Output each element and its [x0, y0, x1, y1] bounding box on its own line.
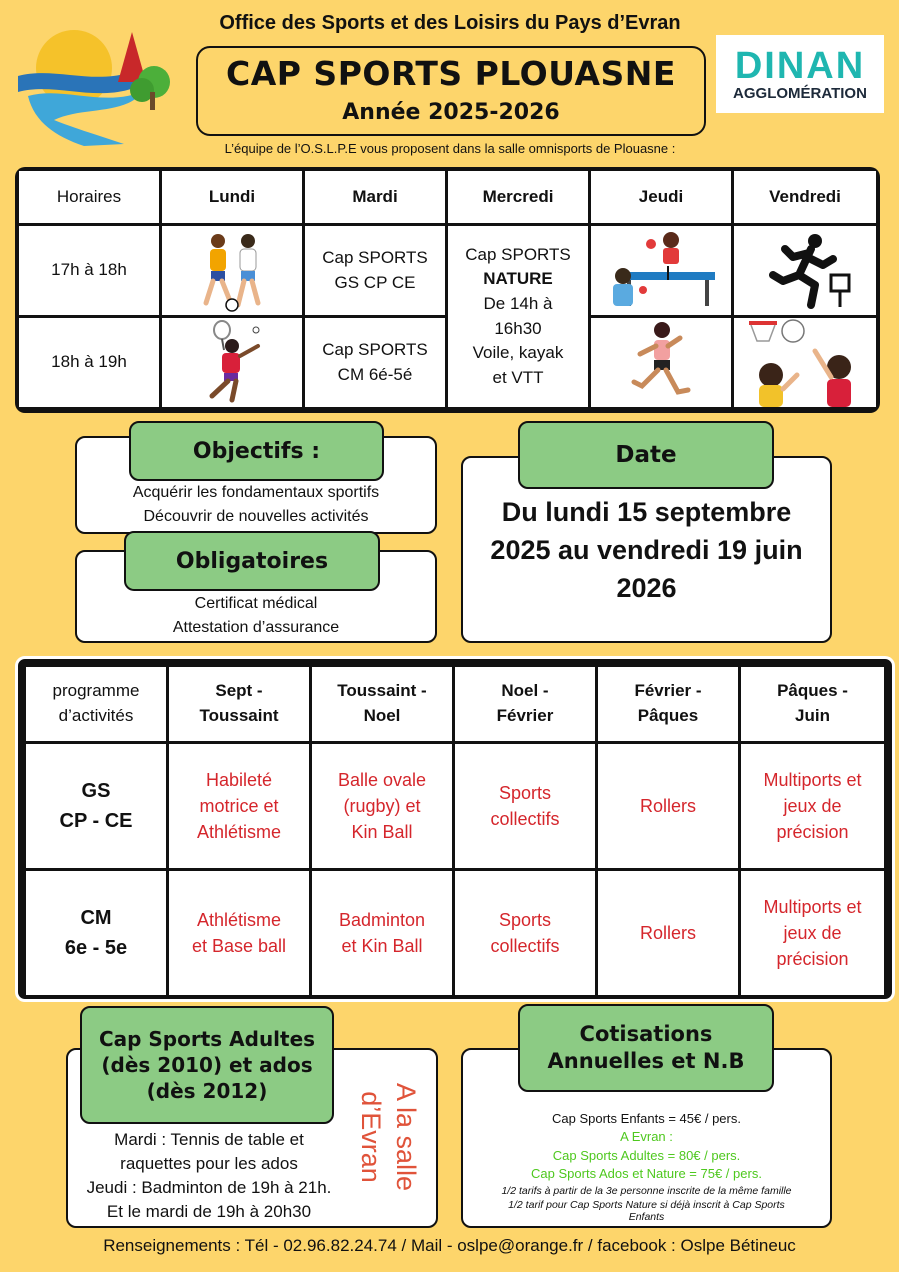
logo-dinan-text: DINAN	[734, 45, 866, 87]
date-line2: 2025 au vendredi 19 juin	[490, 534, 803, 565]
logo-agglomeration-text: AGGLOMÉRATION	[733, 85, 867, 102]
schedule-header-jeudi: Jeudi	[591, 171, 731, 223]
cell-text: collectifs	[490, 936, 560, 956]
adultes-title-line3: (dès 2012)	[146, 1079, 268, 1103]
adultes-line2: raquettes pour les ados	[120, 1154, 298, 1174]
period-5-line2: Juin	[795, 706, 830, 725]
obligatoires-line1: Certificat médical	[194, 595, 318, 612]
mercredi-line1: Cap SPORTS	[465, 244, 571, 264]
schedule-header-vendredi: Vendredi	[734, 171, 876, 223]
period-5-line1: Pâques -	[777, 681, 848, 701]
lundi-18h-cell	[162, 318, 302, 407]
cell-text: Badminton	[338, 909, 426, 930]
adultes-line3: Jeudi : Badminton de 19h à 21h.	[86, 1178, 332, 1198]
period-3-line2: Février	[496, 706, 554, 725]
schedule-time-17h: 17h à 18h	[19, 226, 159, 315]
cell-text: Rollers	[639, 922, 696, 943]
period-paques-juin	[741, 667, 884, 741]
mardi-17h-cell	[305, 226, 445, 315]
cell-text: Sports	[498, 782, 552, 803]
cotisation-note1: 1/2 tarifs à partir de la 3e personne inscrite de la même famille	[501, 1184, 792, 1197]
mardi-18h-line2: CM 6é-5é	[337, 364, 413, 384]
cotisations-title	[518, 1004, 774, 1092]
schedule-header-mardi: Mardi	[305, 171, 445, 223]
lundi-17h-cell	[162, 226, 302, 315]
program-cell	[598, 744, 738, 868]
season-year: Année 2025-2026	[342, 100, 560, 125]
cotisation-ados: Cap Sports Ados et Nature = 75€ / pers.	[531, 1166, 762, 1182]
football-icon	[184, 229, 280, 313]
mercredi-line2: NATURE	[483, 269, 553, 289]
date-text	[461, 494, 832, 607]
oslpe-logo	[14, 16, 184, 151]
schedule-header-lundi: Lundi	[162, 171, 302, 223]
period-2-line2: Noel	[363, 706, 401, 725]
program-row-label	[26, 744, 166, 868]
program-corner-line1: programme	[52, 681, 140, 701]
mardi-17h-line1: Cap SPORTS	[322, 247, 428, 267]
period-4-line2: Pâques	[637, 706, 699, 725]
period-3-line1: Noel -	[501, 681, 549, 701]
date-line3: 2026	[616, 572, 677, 603]
cotisation-adultes: Cap Sports Adultes = 80€ / pers.	[552, 1147, 741, 1163]
adultes-line4: Et le mardi de 19h à 20h30	[106, 1202, 312, 1222]
jeudi-17h-cell	[591, 226, 731, 315]
mercredi-line4: 16h30	[494, 318, 542, 338]
cell-text: Athlétisme	[196, 822, 282, 843]
cell-text: Multiports et	[763, 769, 862, 790]
dinan-agglomeration-logo	[716, 35, 884, 113]
adultes-line1: Mardi : Tennis de table et	[114, 1130, 304, 1149]
program-corner	[26, 667, 166, 741]
mardi-17h-line2: GS CP CE	[334, 272, 416, 292]
adultes-title	[80, 1006, 334, 1124]
period-1-line1: Sept -	[215, 681, 263, 701]
cell-text: Multiports et	[763, 896, 862, 917]
cell-text: et Kin Ball	[341, 936, 423, 956]
cell-text: (rugby) et	[343, 795, 421, 816]
program-cell	[169, 744, 309, 868]
program-cell	[455, 744, 595, 868]
period-sept-toussaint	[169, 667, 309, 741]
cotisations-title-line1: Cotisations	[579, 1021, 713, 1046]
program-table	[15, 656, 895, 1002]
schedule-header-mercredi: Mercredi	[448, 171, 588, 223]
adultes-text	[66, 1128, 352, 1225]
program-cell	[598, 871, 738, 995]
row2-label-line1: CM	[80, 907, 112, 929]
cell-text: motrice et	[199, 795, 279, 816]
adultes-title-line2: (dès 2010) et ados	[101, 1053, 313, 1077]
program-cell	[455, 871, 595, 995]
obligatoires-title: Obligatoires	[124, 531, 380, 591]
date-line1: Du lundi 15 septembre	[501, 497, 792, 527]
period-4-line1: Février -	[634, 681, 702, 701]
vendredi-17h-cell	[734, 226, 876, 315]
date-title: Date	[518, 421, 774, 489]
cell-text: collectifs	[490, 809, 560, 829]
period-2-line1: Toussaint -	[337, 681, 427, 701]
cell-text: Rollers	[639, 795, 696, 816]
cell-text: précision	[776, 949, 849, 970]
cotisation-evran: A Evran :	[620, 1129, 673, 1145]
program-row-label	[26, 871, 166, 995]
title-box	[196, 46, 706, 136]
mardi-18h-line1: Cap SPORTS	[322, 339, 428, 359]
program-cell	[741, 744, 884, 868]
row1-label-line1: GS	[81, 780, 111, 802]
vendredi-18h-cell	[734, 318, 876, 407]
program-cell	[741, 871, 884, 995]
period-fevrier-paques	[598, 667, 738, 741]
objectifs-line2: Découvrir de nouvelles activités	[143, 508, 369, 525]
row1-label-line2: CP - CE	[59, 810, 133, 832]
page-title: CAP SPORTS PLOUASNE	[226, 54, 676, 93]
period-toussaint-noel	[312, 667, 452, 741]
evran-line2: d’Evran	[355, 1091, 386, 1183]
contact-footer: Renseignements : Tél - 02.96.82.24.74 / Mail - oslpe@orange.fr / facebook : Oslpe Bétineuc	[103, 1236, 796, 1255]
adultes-title-line1: Cap Sports Adultes	[98, 1027, 316, 1051]
mercredi-line6: et VTT	[492, 367, 544, 387]
schedule-table	[15, 167, 880, 413]
cotisations-title-line2: Annuelles et N.B	[547, 1049, 745, 1073]
cotisation-note2: 1/2 tarif pour Cap Sports Nature si déjà inscrit à Cap Sports	[508, 1198, 785, 1211]
objectifs-line1: Acquérir les fondamentaux sportifs	[132, 484, 380, 501]
office-name: Office des Sports et des Loisirs du Pays d’Evran	[219, 12, 681, 34]
running-exit-icon	[755, 231, 855, 311]
mercredi-cell	[448, 226, 588, 407]
program-cell	[169, 871, 309, 995]
objectifs-text	[75, 481, 437, 529]
cell-text: jeux de	[783, 922, 842, 943]
program-cell	[312, 744, 452, 868]
basketball-icon	[745, 319, 865, 407]
evran-side-label	[347, 1072, 423, 1202]
cell-text: Kin Ball	[351, 822, 413, 843]
cell-text: précision	[776, 822, 849, 843]
obligatoires-text	[75, 592, 437, 640]
mercredi-line5: Voile, kayak	[472, 343, 564, 363]
mardi-18h-cell	[305, 318, 445, 407]
objectifs-title: Objectifs :	[129, 421, 384, 481]
cotisations-text	[461, 1110, 832, 1224]
cell-text: Sports	[498, 909, 552, 930]
jeudi-18h-cell	[591, 318, 731, 407]
badminton-icon	[192, 320, 272, 406]
cotisation-enfants: Cap Sports Enfants = 45€ / pers.	[552, 1111, 741, 1126]
program-corner-line2: d’activités	[58, 706, 134, 725]
evran-line1: A la salle	[391, 1082, 421, 1192]
cell-text: Athlétisme	[196, 909, 282, 930]
intro-text: L’équipe de l’O.S.L.P.E vous proposent dans la salle omnisports de Plouasne :	[224, 141, 676, 156]
period-noel-fevrier	[455, 667, 595, 741]
runner-icon	[626, 320, 696, 406]
cell-text: Habileté	[205, 769, 273, 790]
period-1-line2: Toussaint	[199, 706, 279, 725]
schedule-header-horaires: Horaires	[19, 171, 159, 223]
table-tennis-icon	[601, 228, 721, 314]
cell-text: jeux de	[783, 795, 842, 816]
schedule-time-18h: 18h à 19h	[19, 318, 159, 407]
cell-text: Balle ovale	[337, 769, 427, 790]
mercredi-line3: De 14h à	[483, 293, 553, 313]
cotisation-note3: Enfants	[628, 1211, 665, 1224]
obligatoires-line2: Attestation d’assurance	[172, 619, 340, 636]
cell-text: et Base ball	[191, 936, 287, 956]
program-cell	[312, 871, 452, 995]
row2-label-line2: 6e - 5e	[64, 937, 128, 959]
